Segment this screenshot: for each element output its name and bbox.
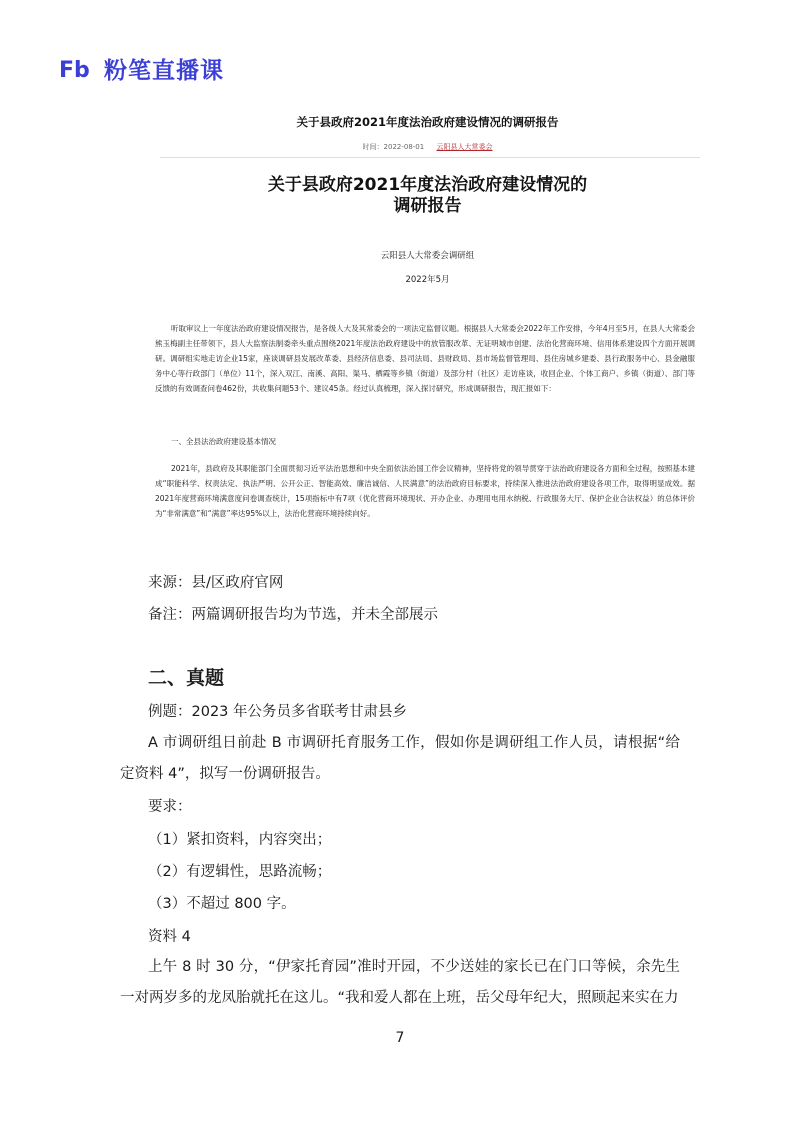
report-banner-title: 关于县政府2021年度法治政府建设情况的调研报告 (296, 115, 559, 129)
requirements-label: 要求： (148, 799, 192, 815)
example-line: 例题：2023 年公务员多省联考甘肃县乡 (148, 704, 408, 720)
report-paragraph-1: 听取审议上一年度法治政府建设情况报告，是各级人大及其常委会的一项法定监督议题。根据县人大常委会2022年工作安排，今年4月至5月，在县人大常委会熊玉梅副主任带领下，县人大监察法制委牵头重点围绕2021年度法治政府建设中的放管服改革、无证明城市创建、法治化营商环境、信用体系建设四个方面开展调研。调研组实地走访企业15家，座谈调研县发展改革委、县经济信息委、县司法局、县财政局、县市场监督管理局、县住房城乡建委、县行政服务中心、县金融服务中心等行政部门（单位）11个，深入双江、南溪、高阳、渠马、栖霞等乡镇（街道）及部分村（社区）走访座谈，收回企业、个体工商户、乡镇（街道）、部门等反馈的有效调查问卷462份，共收集问题53个、建议45条。经过认真梳理，深入探讨研究，形成调研报告，现汇报如下： (155, 324, 695, 393)
report-title-line1: 关于县政府2021年度法治政府建设情况的 (267, 175, 588, 195)
remark-note: 备注：两篇调研报告均为节选，并未全部展示 (148, 607, 438, 623)
report-meta-source-link[interactable]: 云阳县人大常委会 (436, 143, 493, 151)
divider (160, 157, 700, 158)
requirement-2: （2）有逻辑性，思路流畅； (148, 864, 332, 880)
page-number: 7 (395, 1030, 405, 1046)
logo-mark-text: Fb (59, 57, 90, 82)
logo-text: 粉笔直播课 (104, 58, 224, 84)
material-paragraph: 上午 8 时 30 分，“伊家托育园”准时开园，不少送娃的家长已在门口等候，余先生一对两岁多的龙凤胎就托在这儿。“我和爱人都在上班，岳父母年纪大，照顾起来实在力 (120, 959, 680, 1006)
material-label: 资料 4 (148, 929, 191, 945)
section-heading: 二、真题 (148, 667, 225, 689)
report-date: 2022年5月 (405, 275, 450, 285)
report-paragraph-2: 2021年，县政府及其职能部门全面贯彻习近平法治思想和中央全面依法治国工作会议精神，坚持将党的领导贯穿于法治政府建设各方面和全过程，按照基本建成“职能科学、权责法定、执法严明、公开公正、智能高效、廉洁诚信、人民满意”的法治政府目标要求，持续深入推进法治政府建设各项工作，取得明显成效。据2021年度营商环境满意度问卷调查统计，15项指标中有7项（优化营商环境现状、开办企业、办理用电用水纳税、行政服务大厅、保护企业合法权益）的总体评价为“非常满意”和“满意”率达95%以上，法治化营商环境持续向好。 (155, 464, 695, 518)
brand-logo (58, 52, 224, 85)
requirement-1: （1）紧扣资料，内容突出； (148, 832, 332, 848)
report-org: 云阳县人大常委会调研组 (380, 251, 475, 261)
source-note: 来源：县/区政府官网 (148, 575, 284, 591)
report-title-line2: 调研报告 (393, 196, 462, 216)
report-meta-time: 时间：2022-08-01 (362, 143, 425, 151)
embedded-report-screenshot (155, 100, 700, 558)
requirement-3: （3）不超过 800 字。 (148, 896, 296, 912)
report-section-heading: 一、全县法治政府建设基本情况 (171, 437, 276, 446)
report-title (155, 175, 700, 217)
fb-logo-icon (58, 56, 96, 82)
report-meta (155, 142, 700, 152)
task-paragraph: A 市调研组日前赴 B 市调研托育服务工作，假如你是调研组工作人员，请根据“给定资料 4”，拟写一份调研报告。 (120, 735, 680, 782)
